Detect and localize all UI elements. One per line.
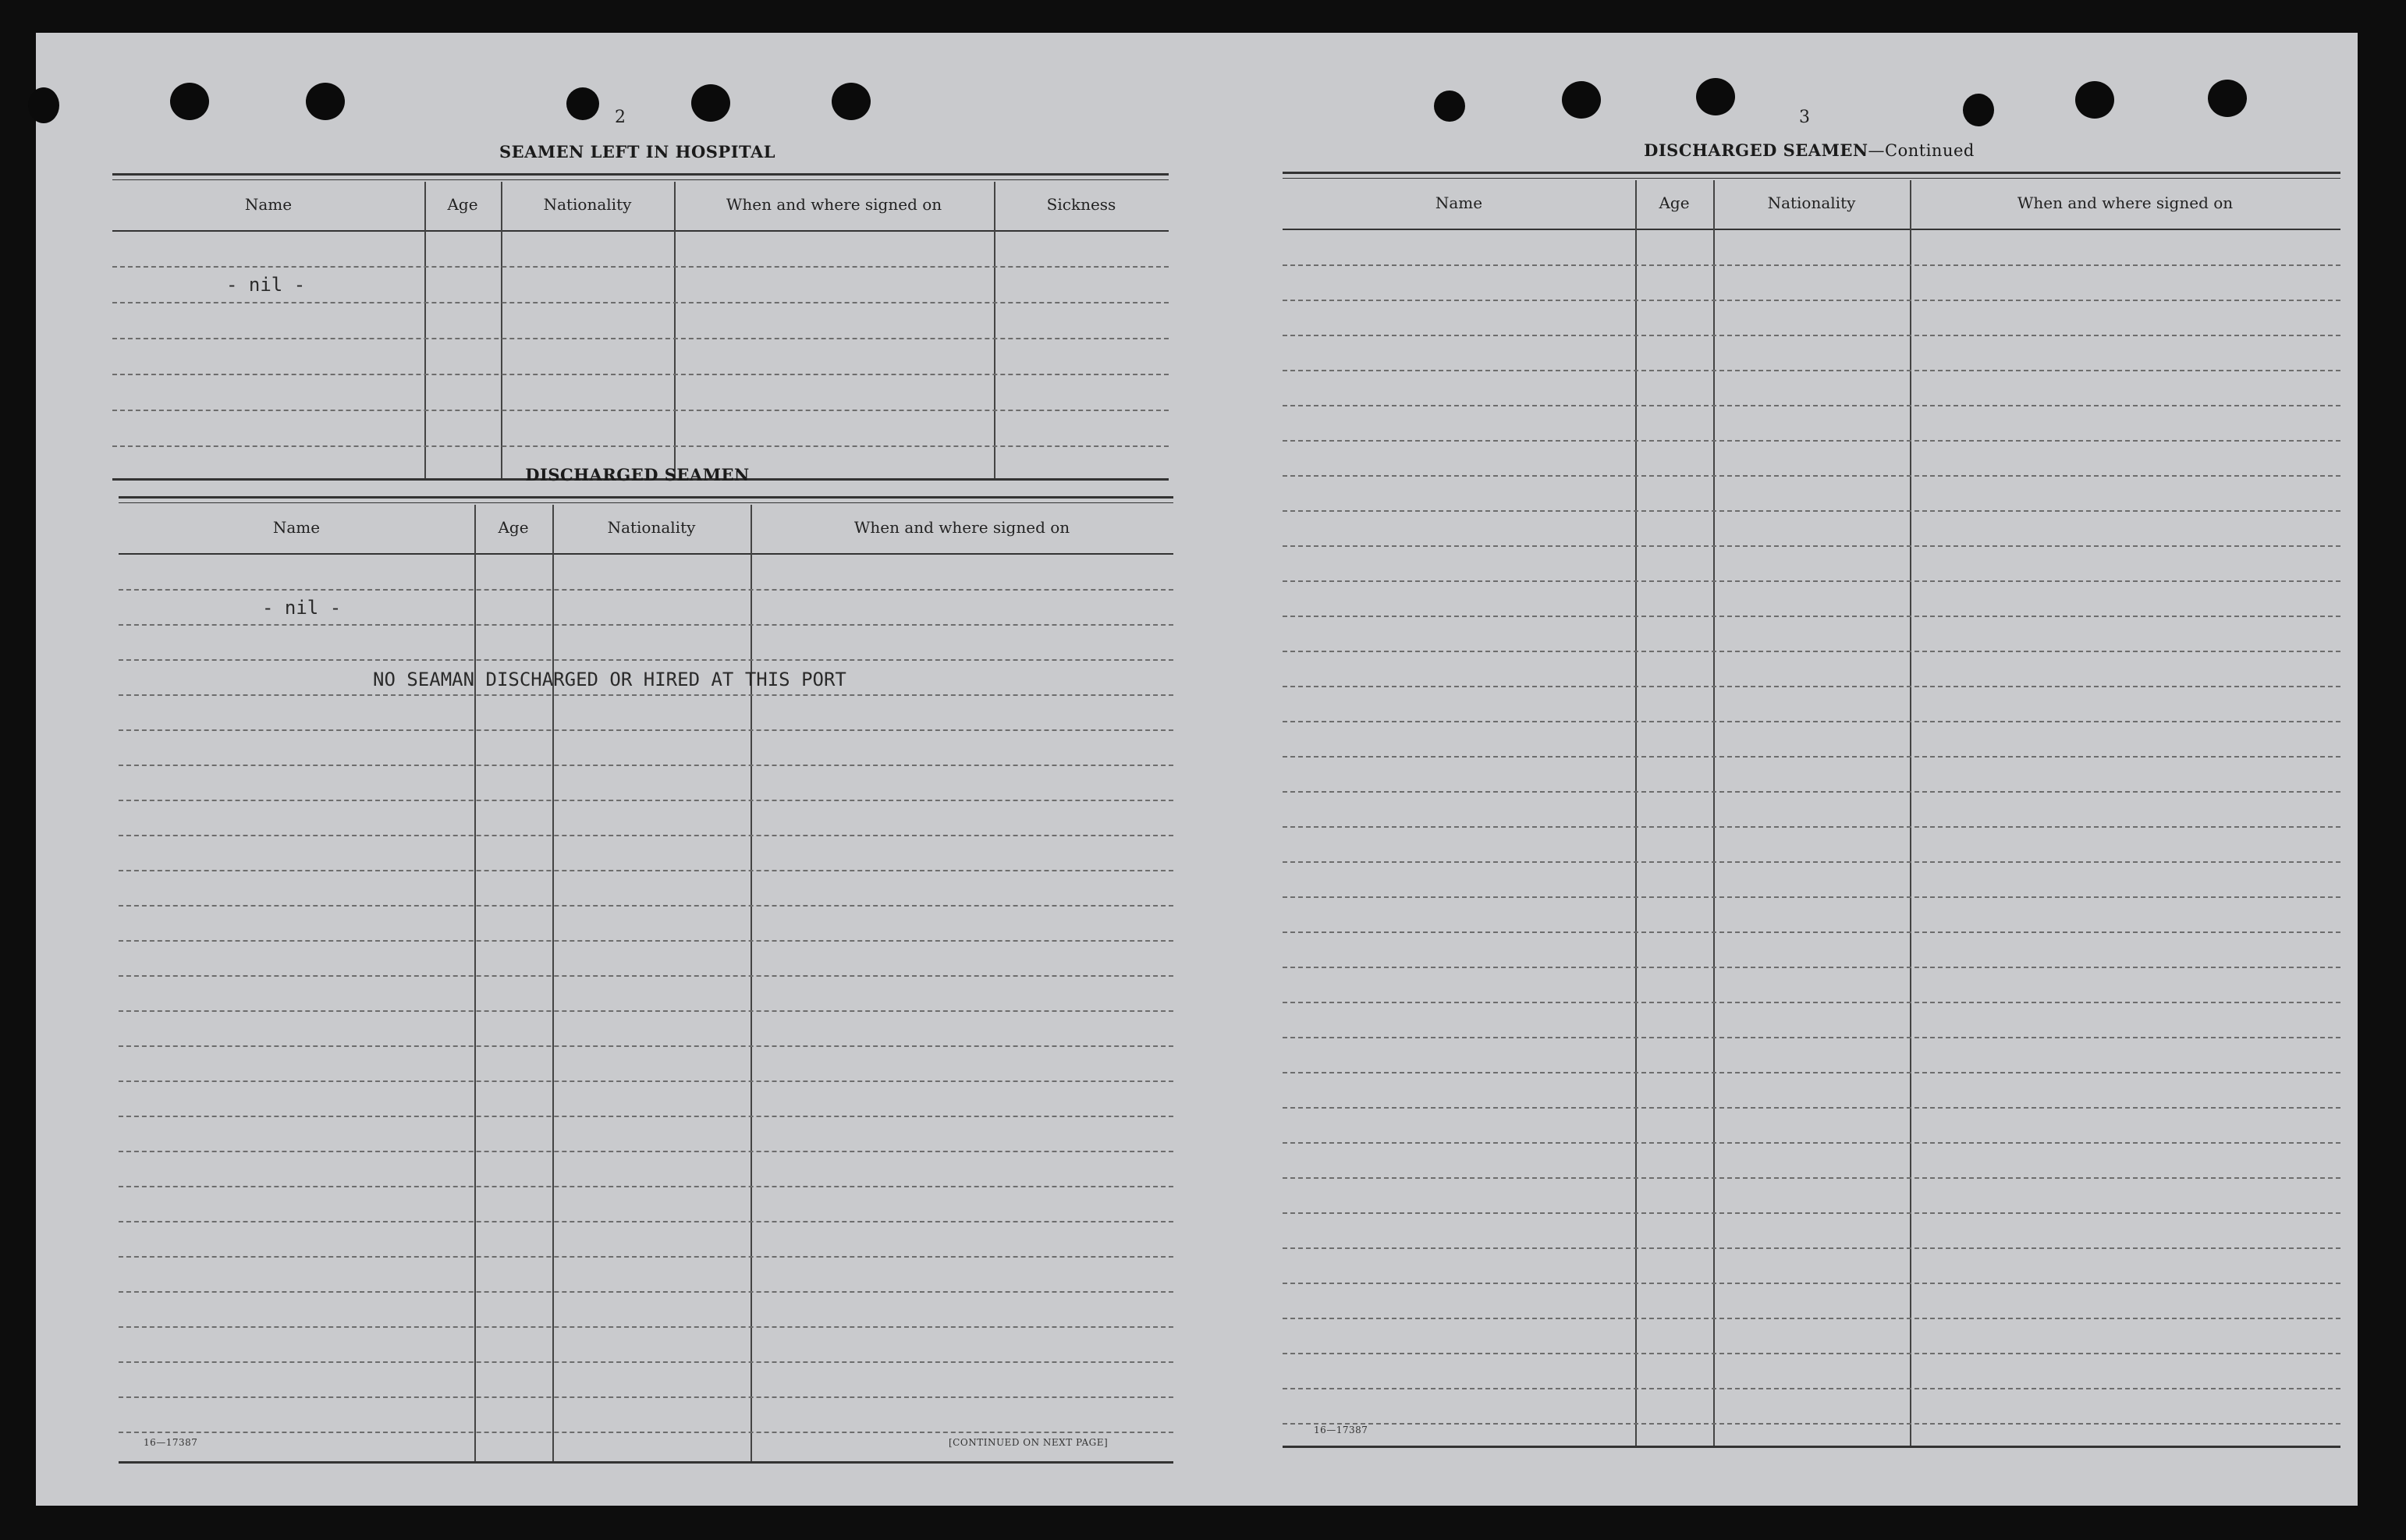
row-rule (1283, 510, 2340, 512)
row-rule (1283, 1212, 2340, 1214)
row-rule (112, 374, 1169, 375)
column-divider (994, 182, 995, 478)
row-rule (112, 302, 1169, 303)
row-rule (119, 835, 1173, 836)
row-rule (1283, 335, 2340, 336)
column-divider (674, 182, 676, 478)
discharged-table-header (119, 505, 1173, 550)
row-rule (1283, 1318, 2340, 1319)
row-rule (1283, 1072, 2340, 1073)
row-rule (112, 338, 1169, 339)
discharged-note: NO SEAMAN DISCHARGED OR HIRED AT THIS PORT (373, 669, 846, 690)
row-rule (1283, 756, 2340, 758)
row-rule (119, 1396, 1173, 1398)
row-rule (119, 940, 1173, 942)
row-rule (112, 445, 1169, 447)
row-rule (1283, 370, 2340, 371)
discharged-section-title: DISCHARGED SEAMEN (525, 465, 750, 484)
column-divider (424, 182, 426, 478)
column-divider (474, 505, 476, 1461)
row-rule (119, 1432, 1173, 1433)
punch-hole (1696, 78, 1735, 115)
row-rule (119, 1080, 1173, 1082)
punch-hole (691, 84, 730, 122)
column-divider (751, 505, 752, 1461)
row-rule (119, 1221, 1173, 1222)
row-rule (119, 1151, 1173, 1152)
column-header-name: Name (272, 518, 321, 537)
page-number-left: 2 (615, 108, 626, 127)
discharged-table (119, 496, 1173, 1464)
continued-note: [CONTINUED ON NEXT PAGE] (949, 1437, 1109, 1448)
hospital-nil-entry: - nil - (226, 274, 306, 296)
row-rule (1283, 861, 2340, 863)
row-rule (1283, 1388, 2340, 1389)
header-divider (112, 230, 1169, 232)
row-rule (119, 624, 1173, 626)
row-rule (119, 1256, 1173, 1258)
hospital-section-title: SEAMEN LEFT IN HOSPITAL (499, 142, 776, 161)
row-rule (1283, 931, 2340, 933)
row-rule (119, 1186, 1173, 1187)
hospital-table (112, 173, 1169, 481)
punch-hole (2208, 80, 2247, 117)
column-header-name: Name (1435, 193, 1483, 212)
row-rule (119, 905, 1173, 907)
row-rule (119, 1010, 1173, 1012)
punch-hole (2075, 81, 2114, 119)
punch-hole (832, 83, 871, 120)
row-rule (1283, 545, 2340, 547)
row-rule (119, 1326, 1173, 1328)
row-rule (1283, 967, 2340, 968)
row-rule (1283, 300, 2340, 301)
row-rule (119, 1116, 1173, 1117)
discharged-continued-table (1283, 172, 2340, 1448)
punch-hole (306, 83, 345, 120)
row-rule (1283, 721, 2340, 722)
row-rule (1283, 896, 2340, 898)
punch-hole (566, 87, 599, 120)
column-header-nationality: Nationality (543, 195, 632, 214)
row-rule (1283, 791, 2340, 793)
header-divider (119, 553, 1173, 555)
row-rule (1283, 1247, 2340, 1249)
page-number-right: 3 (1799, 108, 1810, 127)
column-header-name: Name (244, 195, 293, 214)
row-rule (1283, 1002, 2340, 1003)
continued-suffix: —Continued (1868, 141, 1975, 160)
punch-hole (1562, 81, 1601, 119)
row-rule (1283, 440, 2340, 442)
row-rule (1283, 1423, 2340, 1425)
edge-tear (28, 87, 59, 123)
row-rule (119, 659, 1173, 661)
row-rule (1283, 826, 2340, 828)
row-rule (119, 1045, 1173, 1047)
row-rule (119, 800, 1173, 801)
column-header-signed-on: When and where signed on (2017, 193, 2234, 212)
row-rule (1283, 264, 2340, 266)
row-rule (1283, 1037, 2340, 1038)
column-header-signed-on: When and where signed on (726, 195, 942, 214)
row-rule (119, 729, 1173, 731)
row-rule (119, 975, 1173, 977)
column-header-age: Age (447, 195, 478, 214)
row-rule (1283, 616, 2340, 617)
row-rule (119, 870, 1173, 871)
row-rule (112, 410, 1169, 411)
row-rule (1283, 1353, 2340, 1354)
punch-hole (170, 83, 209, 120)
column-header-age: Age (1659, 193, 1690, 212)
row-rule (119, 765, 1173, 766)
header-divider (1283, 229, 2340, 230)
row-rule (119, 1361, 1173, 1363)
row-rule (1283, 651, 2340, 652)
row-rule (1283, 1107, 2340, 1109)
column-divider (501, 182, 502, 478)
row-rule (119, 1291, 1173, 1293)
discharged-continued-title-text: DISCHARGED SEAMEN (1644, 140, 1868, 160)
column-header-nationality: Nationality (1767, 193, 1856, 212)
hospital-table-header (112, 182, 1169, 227)
row-rule (1283, 1142, 2340, 1144)
row-rule (1283, 1283, 2340, 1284)
row-rule (1283, 405, 2340, 406)
discharged-nil-entry: - nil - (262, 597, 342, 619)
row-rule (1283, 686, 2340, 687)
row-rule (112, 266, 1169, 268)
punch-hole (1434, 90, 1465, 122)
row-rule (119, 589, 1173, 591)
discharged-continued-title (1283, 140, 2336, 160)
form-number-left: 16—17387 (144, 1437, 198, 1448)
column-divider (552, 505, 554, 1461)
column-header-nationality: Nationality (607, 518, 696, 537)
row-rule (1283, 475, 2340, 477)
column-header-signed-on: When and where signed on (853, 518, 1070, 537)
row-rule (1283, 1177, 2340, 1179)
column-header-sickness: Sickness (1046, 195, 1116, 214)
punch-hole (1963, 94, 1994, 126)
form-number-right: 16—17387 (1314, 1425, 1368, 1435)
row-rule (119, 694, 1173, 696)
column-header-age: Age (498, 518, 529, 537)
document-sheet (36, 33, 2358, 1506)
discharged-continued-table-header (1283, 180, 2340, 225)
row-rule (1283, 580, 2340, 582)
